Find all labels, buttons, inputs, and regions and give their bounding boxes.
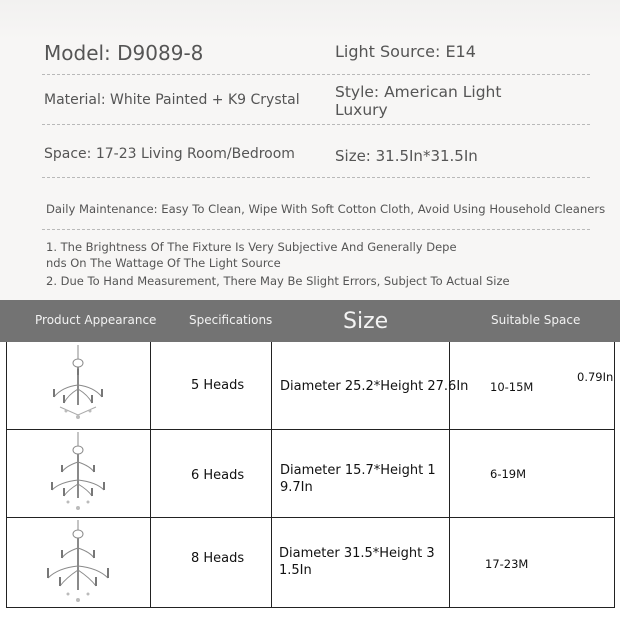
material-label: Material: White Painted + K9 Crystal	[44, 92, 300, 108]
divider	[42, 74, 590, 75]
stray-size-label: 0.79In	[577, 370, 614, 384]
maintenance-text: Daily Maintenance: Easy To Clean, Wipe With Soft Cotton Cloth, Avoid Using Household Cleaners	[46, 202, 606, 216]
light-source-label: Light Source: E14	[335, 42, 476, 61]
size-label: Size: 31.5In*31.5In	[335, 147, 478, 165]
divider	[42, 177, 590, 178]
header-specifications: Specifications	[189, 313, 273, 327]
header-size: Size	[343, 309, 389, 334]
header-suitable-space: Suitable Space	[491, 313, 581, 327]
heads-count: 5 Heads	[191, 378, 245, 393]
table-border	[6, 429, 615, 430]
note-1-line2: nds On The Wattage Of The Light Source	[46, 256, 281, 270]
chandelier-6-heads-image	[40, 432, 116, 516]
table-header	[0, 300, 620, 342]
space-value: 10-15M	[490, 380, 534, 394]
space-label: Space: 17-23 Living Room/Bedroom	[44, 146, 295, 162]
table-border	[6, 517, 615, 518]
size-value-line1: Diameter 31.5*Height 3	[279, 546, 435, 561]
divider	[42, 229, 590, 230]
divider	[42, 124, 590, 125]
table-border	[6, 607, 615, 608]
chandelier-8-heads-image	[38, 520, 118, 606]
note-1-line1: 1. The Brightness Of The Fixture Is Very Subjective And Generally Depe	[46, 240, 457, 254]
model-label: Model: D9089-8	[44, 41, 204, 65]
space-value: 17-23M	[485, 557, 529, 571]
size-value-line1: Diameter 15.7*Height 1	[280, 463, 436, 478]
header-appearance: Product Appearance	[35, 313, 157, 327]
note-2: 2. Due To Hand Measurement, There May Be Slight Errors, Subject To Actual Size	[46, 274, 510, 288]
size-value: Diameter 25.2*Height 27.6In	[280, 379, 469, 394]
table-border	[6, 342, 7, 608]
space-value: 6-19M	[490, 467, 527, 481]
table-border	[150, 342, 151, 608]
chandelier-5-heads-image	[40, 345, 116, 425]
style-label-line2: Luxury	[335, 101, 388, 119]
table-border	[614, 342, 615, 608]
heads-count: 6 Heads	[191, 468, 245, 483]
size-value-line2: 9.7In	[280, 480, 313, 495]
heads-count: 8 Heads	[191, 551, 245, 566]
size-value-line2: 1.5In	[279, 563, 312, 578]
style-label-line1: Style: American Light	[335, 83, 502, 101]
table-border	[271, 342, 272, 608]
